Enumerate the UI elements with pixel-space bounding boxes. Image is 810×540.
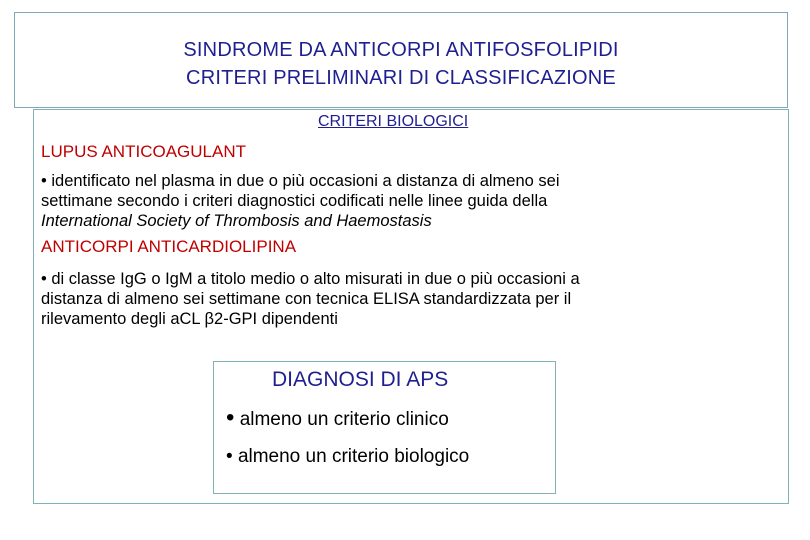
lupus-society-name: International Society of Thrombosis and Haemostasis	[41, 212, 432, 230]
bullet-icon: •	[226, 446, 233, 467]
diagnosis-item-biological-text: almeno un criterio biologico	[237, 446, 470, 467]
anticardiolipin-text	[41, 269, 771, 329]
lupus-line-1: • identificato nel plasma in due o più occasioni a distanza di almeno sei	[41, 172, 560, 190]
section-heading: CRITERI BIOLOGICI	[318, 113, 469, 130]
lupus-anticoagulant-text	[41, 171, 771, 231]
diagnosis-item-clinical	[226, 404, 449, 431]
acl-line-3: rilevamento degli aCL β2-GPI dipendenti	[41, 310, 338, 328]
title-line-2: CRITERI PRELIMINARI DI CLASSIFICAZIONE	[186, 67, 616, 89]
lupus-line-3	[41, 211, 771, 231]
lupus-line-2: settimane secondo i criteri diagnostici codificati nelle linee guida della	[41, 192, 548, 210]
bullet-icon: •	[226, 404, 235, 431]
diagnosis-box	[213, 361, 556, 494]
diagnosis-title: DIAGNOSI DI APS	[272, 368, 449, 391]
title-box	[14, 12, 788, 108]
acl-line-2: distanza di almeno sei settimane con tecnica ELISA standardizzata per il	[41, 290, 572, 308]
lupus-anticoagulant-title: LUPUS ANTICOAGULANT	[41, 142, 246, 161]
title-line-1: SINDROME DA ANTICORPI ANTIFOSFOLIPIDI	[183, 39, 619, 61]
anticardiolipin-title: ANTICORPI ANTICARDIOLIPINA	[41, 237, 297, 256]
acl-line-1: • di classe IgG o IgM a titolo medio o alto misurati in due o più occasioni a	[41, 270, 580, 288]
diagnosis-item-clinical-text: almeno un criterio clinico	[239, 409, 449, 430]
diagnosis-item-biological	[226, 446, 469, 468]
